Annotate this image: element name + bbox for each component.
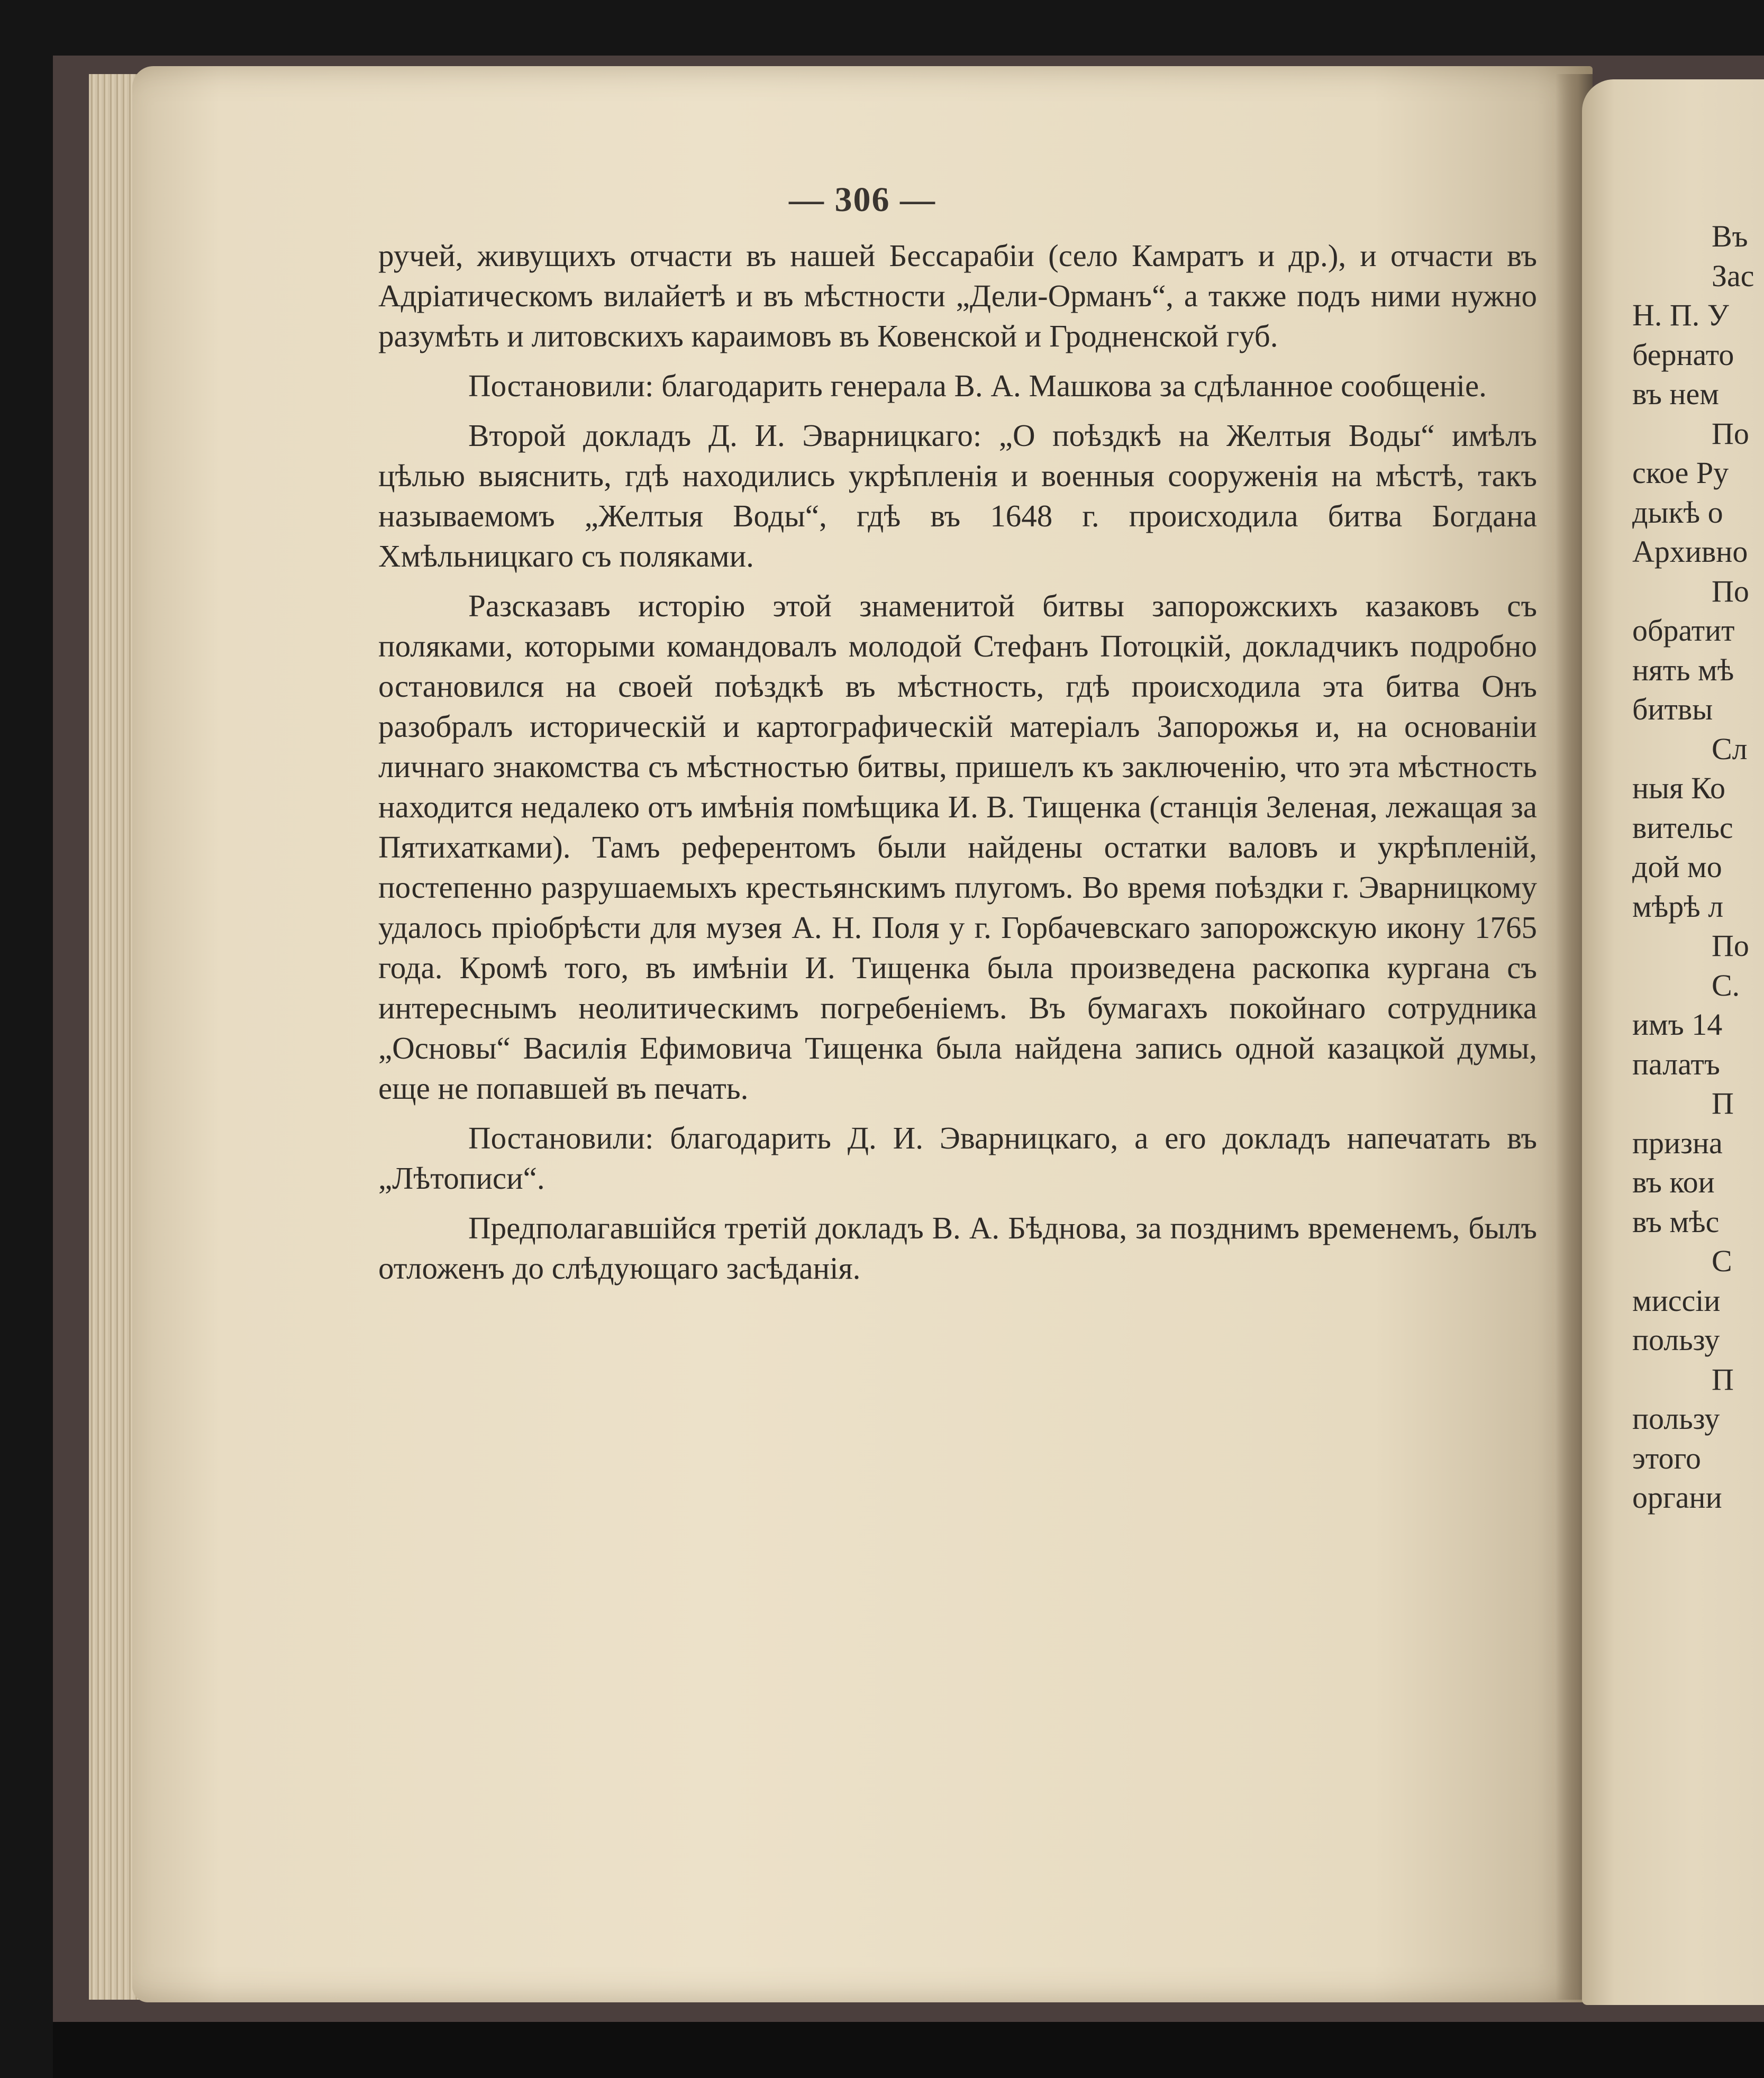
right-page-line: битвы [1632,692,1713,726]
right-page-line: По [1712,928,1749,963]
right-page-line: призна [1632,1125,1723,1160]
right-page-line: этого [1632,1441,1701,1475]
right-page-line: палатъ [1632,1046,1720,1081]
right-page-line: Зас [1712,258,1754,293]
right-page-line: пользу [1632,1323,1720,1357]
right-page-line: въ мѣс [1632,1204,1720,1239]
paragraph: Второй докладъ Д. И. Эварницкаго: „О поѣздкѣ на Желтыя Воды“ имѣлъ цѣлью выяснить, гдѣ находились укрѣпленія и военныя сооруженія на мѣстѣ, такъ называемомъ „Желтыя Воды“, гдѣ въ 1648 г. происходила битва Богдана Хмѣльницкаго съ поляками. [378,418,1537,573]
right-page-line: По [1712,573,1749,608]
right-page-line: пользу [1632,1401,1720,1436]
right-page-line: С. [1712,968,1740,1002]
right-page-line: Н. П. У [1632,298,1729,332]
right-page-line: дой мо [1632,850,1722,884]
right-page-text [1632,217,1764,1518]
right-page-line: Сл [1712,731,1748,766]
right-page-line: ское Ру [1632,455,1729,490]
right-page [1582,79,1764,2005]
left-page-body [378,235,1537,1288]
right-page-line: С [1712,1244,1732,1278]
paragraph: Разсказавъ исторію этой знаменитой битвы запорожскихъ казаковъ съ поляками, которыми командовалъ молодой Стефанъ Потоцкій, докладчикъ подробно остановился на своей поѣздкѣ въ мѣстность, гдѣ происходила эта битва Онъ разобралъ историческій и картографическій матеріалъ Запорожья и, на основаніи личнаго знакомства съ мѣстностью битвы, пришелъ къ заключенію, что эта мѣстность находится недалеко отъ имѣнія помѣщика И. В. Тищенка (станція Зеленая, лежащая за Пятихатками). Тамъ референтомъ были найдены остатки валовъ и укрѣпленій, постепенно разрушаемыхъ крестьянскимъ плугомъ. Во время поѣздки г. Эварницкому удалось пріобрѣсти для музея А. Н. Поля у г. Горбачевскаго запорожскую икону 1765 года. Кромѣ того, въ имѣніи И. Тищенка была произведена раскопка кургана съ интереснымъ неолитическимъ погребеніемъ. Въ бумагахъ покойнаго сотрудника „Основы“ Василія Ефимовича Тищенка была найдена запись одной казацкой думы, еще не попавшей въ печать. [378,588,1537,1106]
right-page-line: въ кои [1632,1165,1715,1199]
right-page-line: бернато [1632,337,1734,372]
right-page-line: ныя Ко [1632,771,1725,805]
right-page-line: вительс [1632,810,1733,845]
right-page-line: По [1712,416,1749,451]
bottom-background [53,2022,1764,2078]
right-page-line: органи [1632,1480,1722,1515]
right-page-line: нять мѣ [1632,652,1734,687]
right-page-line: въ нем [1632,377,1719,411]
paragraph: ручей, живущихъ отчасти въ нашей Бессарабіи (село Камратъ и др.), и отчасти въ Адріатическомъ вилайетѣ и въ мѣстности „Дели-Орманъ“, а также подъ ними нужно разумѣть и литовскихъ караимовъ въ Ковенской и Гродненской губ. [378,238,1537,353]
right-page-line: Архивно [1632,534,1748,569]
right-page-line: миссіи [1632,1283,1721,1318]
right-page-line: дыкѣ о [1632,495,1723,530]
paragraph: Предполагавшійся третій докладъ В. А. Бѣднова, за позднимъ временемъ, былъ отложенъ до слѣдующаго засѣданія. [378,1210,1537,1286]
right-page-line: обратит [1632,613,1735,648]
right-page-line: Въ [1712,219,1748,253]
right-page-line: П [1712,1362,1734,1397]
right-page-line: П [1712,1086,1734,1120]
right-page-line: мѣрѣ л [1632,889,1724,924]
paragraph: Постановили: благодарить Д. И. Эварницкаго, а его докладъ напечатать въ „Лѣтописи“. [378,1120,1537,1196]
page-number: — 306 — [789,180,936,219]
paragraph: Постановили: благодарить генерала В. А. Машкова за сдѣланное сообщеніе. [468,368,1487,403]
right-page-line: имъ 14 [1632,1007,1723,1042]
